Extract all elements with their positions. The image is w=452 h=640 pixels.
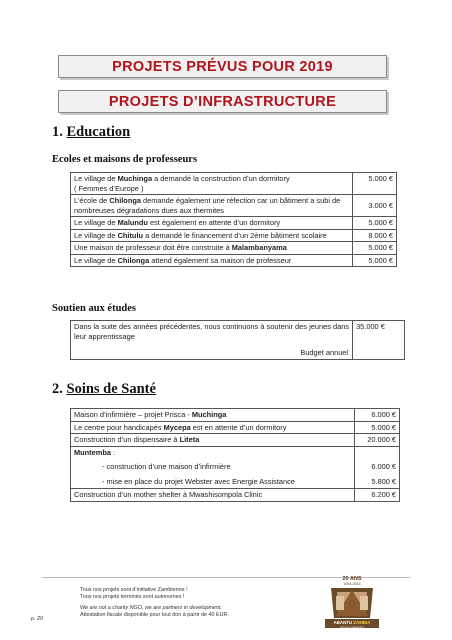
- muntemba-item: - construction d’une maison d’infirmière: [102, 462, 231, 471]
- row-amount: 20.000 €: [355, 434, 400, 447]
- row-description: Maison d’infirmière – projet Prisca - Muchinga: [71, 409, 355, 422]
- section-education-heading: [52, 124, 130, 141]
- row-description: Le village de Muchinga a demandé la construction d’un dormitory ( Femmes d’Europe ): [71, 173, 353, 195]
- section-title: Education: [66, 124, 131, 140]
- table-row: [71, 242, 397, 255]
- row-amount: 5.800 €: [371, 476, 396, 486]
- table-row: [71, 195, 397, 217]
- table-row: [71, 229, 397, 242]
- row-description: Le village de Malundu est également en attente d’un dormitory: [71, 217, 353, 230]
- row-description: Une maison de professeur doit être construite à Malambanyama: [71, 242, 353, 255]
- table-row: [71, 421, 400, 434]
- row-amount: 6.000 €: [371, 462, 396, 471]
- muntemba-block: Muntemba : - construction d’une maison d’infirmière - mise en place du projet Webster avec Energie Assistance: [71, 446, 355, 489]
- table-row: [71, 446, 400, 489]
- footer-line: Attestation fiscale disponible pour tout don à partir de 40 EUR.: [80, 612, 229, 618]
- support-amount: 35.000 €: [353, 321, 405, 360]
- row-description: Le village de Chitulu a demandé le financement d’un 2ème bâtiment scolaire: [71, 229, 353, 242]
- education-table: [70, 172, 397, 267]
- row-amount: 8.000 €: [353, 229, 397, 242]
- table-row: [71, 254, 397, 267]
- banner-projets-prevus-text: PROJETS PRÉVUS POUR 2019: [112, 58, 333, 75]
- footer-line: We are not a charity NGO, we are partners in development.: [80, 605, 222, 611]
- subheading-soutien: Soutien aux études: [52, 303, 137, 314]
- support-table: [70, 320, 405, 360]
- row-amount: 3.000 €: [353, 195, 397, 217]
- section-health-heading: [52, 381, 156, 398]
- section-number: 2.: [52, 381, 63, 397]
- row-description: Le centre pour handicapés Mycepa est en attente d’un dormitory: [71, 421, 355, 434]
- support-budget-label: Budget annuel: [300, 347, 349, 357]
- footer-line: Tous nos projets terminés sont autonomes !: [80, 594, 185, 600]
- table-row: [71, 321, 405, 360]
- row-amount: 5.000 €: [353, 254, 397, 267]
- row-amount: 6.200 €: [355, 489, 400, 502]
- logo-name: ABANTU ZAMBIA: [333, 620, 371, 625]
- section-title: Soins de Santé: [66, 381, 156, 397]
- muntemba-label: Muntemba: [74, 447, 111, 457]
- logo-sub: DEVELOPMENT: [339, 626, 365, 630]
- table-row: [71, 489, 400, 502]
- footer-notes: [80, 587, 229, 619]
- muntemba-amounts: [355, 446, 400, 489]
- logo-dates: 1994-2014: [343, 582, 361, 586]
- row-amount: 6.000 €: [355, 409, 400, 422]
- row-description: Construction d’un mother shelter à Mwashisompola Clinic: [71, 489, 355, 502]
- row-amount: 5.000 €: [353, 173, 397, 195]
- row-amount: 5.000 €: [353, 242, 397, 255]
- section-number: 1.: [52, 124, 63, 140]
- row-description: Construction d’un dispensaire à Liteta: [71, 434, 355, 447]
- banner-projets-infrastructure-text: PROJETS D’INFRASTRUCTURE: [108, 93, 337, 110]
- footer-line: Tous nos projets sont d’initiative Zambienne !: [80, 587, 188, 593]
- table-row: [71, 434, 400, 447]
- muntemba-item: - mise en place du projet Webster avec Energie Assistance: [102, 476, 295, 486]
- row-amount: 5.000 €: [353, 217, 397, 230]
- banner-projets-infrastructure: [58, 90, 387, 113]
- banner-projets-prevus: [58, 55, 387, 78]
- row-amount: 5.000 €: [355, 421, 400, 434]
- health-table: [70, 408, 400, 502]
- logo-years: 20 ANS: [342, 576, 362, 582]
- support-description: Dans la suite des années précédentes, nous continuons à soutenir des jeunes dans leur apprentissage Budget annuel: [71, 321, 353, 360]
- abantu-logo: [323, 576, 381, 632]
- subheading-ecoles: Ecoles et maisons de professeurs: [52, 154, 198, 165]
- page-number: p. 20: [31, 616, 43, 622]
- table-row: [71, 409, 400, 422]
- table-row: [71, 173, 397, 195]
- table-row: [71, 217, 397, 230]
- row-description: Le village de Chilonga attend également sa maison de professeur: [71, 254, 353, 267]
- row-description: L’école de Chilonga demande également une réfection car un bâtiment a subi de nombreuses dégradations dues aux thermites: [71, 195, 353, 217]
